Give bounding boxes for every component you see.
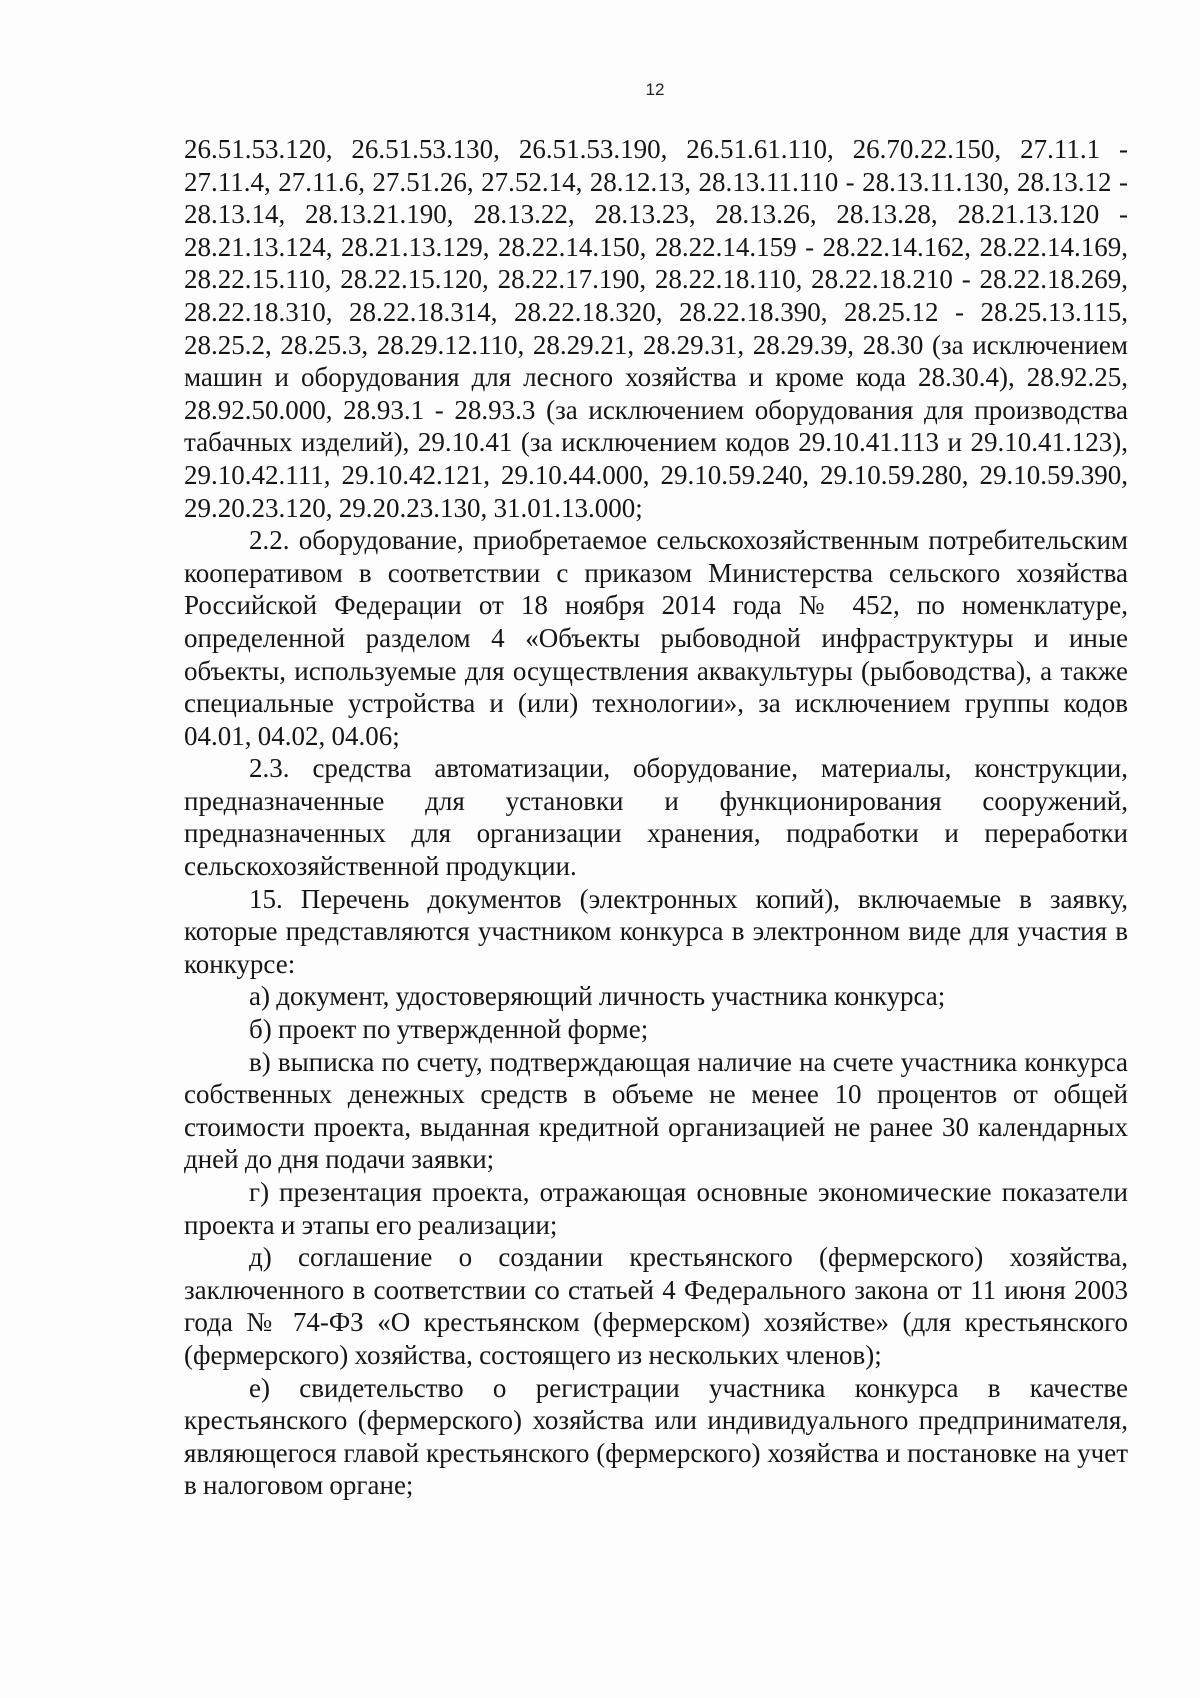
page-number: 12 (645, 80, 665, 99)
list-item-e: е) свидетельство о регистрации участника конкурса в качестве крестьянского (фермерского) хозяйства или индивидуального предпринимателя, являющегося главой крестьянского (фермерского) хозяйства и постановке на учет в налоговом органе; (184, 1372, 1128, 1501)
list-item-b: б) проект по утвержденной форме; (249, 1014, 649, 1045)
paragraph-2-2: 2.2. оборудование, приобретаемое сельскохозяйственным потребительским кооперативом в соответствии с приказом Министерства сельского хозяйства Российской Федерации от 18 ноября 2014 года № 452, по номенклатуре, определенной разделом 4 «Объекты рыбоводной инфраструктуры и иные объекты, используемые для осуществления аквакультуры (рыбоводства), а также специальные устройства и (или) технологии», за исключением группы кодов 04.01, 04.02, 04.06; (184, 525, 1128, 751)
list-item-d: д) соглашение о создании крестьянского (фермерского) хозяйства, заключенного в соответствии со статьей 4 Федерального закона от 11 июня 2003 года № 74-ФЗ «О крестьянском (фермерском) хозяйстве» (для крестьянского (фермерского) хозяйства, состоящего из нескольких членов); (184, 1242, 1128, 1370)
list-item-v: в) выписка по счету, подтверждающая наличие на счете участника конкурса собственных денежных средств в объеме не менее 10 процентов от общей стоимости проекта, выданная кредитной организацией не ранее 30 календарных дней до дня подачи заявки; (184, 1046, 1128, 1175)
paragraph-2-3: 2.3. средства автоматизации, оборудование, материалы, конструкции, предназначенные для установки и функционирования сооружений, предназначенных для организации хранения, подработки и переработки сельскохозяйственной продукции. (184, 753, 1128, 882)
paragraph-okpd-codes-continuation: 26.51.53.120, 26.51.53.130, 26.51.53.190, 26.51.61.110, 26.70.22.150, 27.11.1 - 27.11.4, 27.11.6, 27.51.26, 27.52.14, 28.12.13, 28.13.11.110 - 28.13.11.130, 28.13.12 - 28.13.14, 28.13.21.190, 28.13.22, 28.13.23, 28.13.26, 28.13.28, 28.21.13.120 - 28.21.13.124, 28.21.13.129, 28.22.14.150, 28.22.14.159 - 28.22.14.162, 28.22.14.169, 28.22.15.110, 28.22.15.120, 28.22.17.190, 28.22.18.110, 28.22.18.210 - 28.22.18.269, 28.22.18.310, 28.22.18.314, 28.22.18.320, 28.22.18.390, 28.25.12 - 28.25.13.115, 28.25.2, 28.25.3, 28.29.12.110, 28.29.21, 28.29.31, 28.29.39, 28.30 (за исключением машин и оборудования для лесного хозяйства и кроме кода 28.30.4), 28.92.25, 28.92.50.000, 28.93.1 - 28.93.3 (за исключением оборудования для производства табачных изделий), 29.10.41 (за исключением кодов 29.10.41.113 и 29.10.41.123), 29.10.42.111, 29.10.42.121, 29.10.44.000, 29.10.59.240, 29.10.59.280, 29.10.59.390, 29.20.23.120, 29.20.23.130, 31.01.13.000; (184, 134, 1128, 523)
list-item-g: г) презентация проекта, отражающая основные экономические показатели проекта и этапы его реализации; (184, 1177, 1128, 1240)
paragraph-15: 15. Перечень документов (электронных копий), включаемые в заявку, которые представляются участником конкурса в электронном виде для участия в конкурсе: (184, 883, 1128, 979)
list-item-a: а) документ, удостоверяющий личность участника конкурса; (249, 981, 946, 1012)
document-body (184, 133, 1128, 1502)
